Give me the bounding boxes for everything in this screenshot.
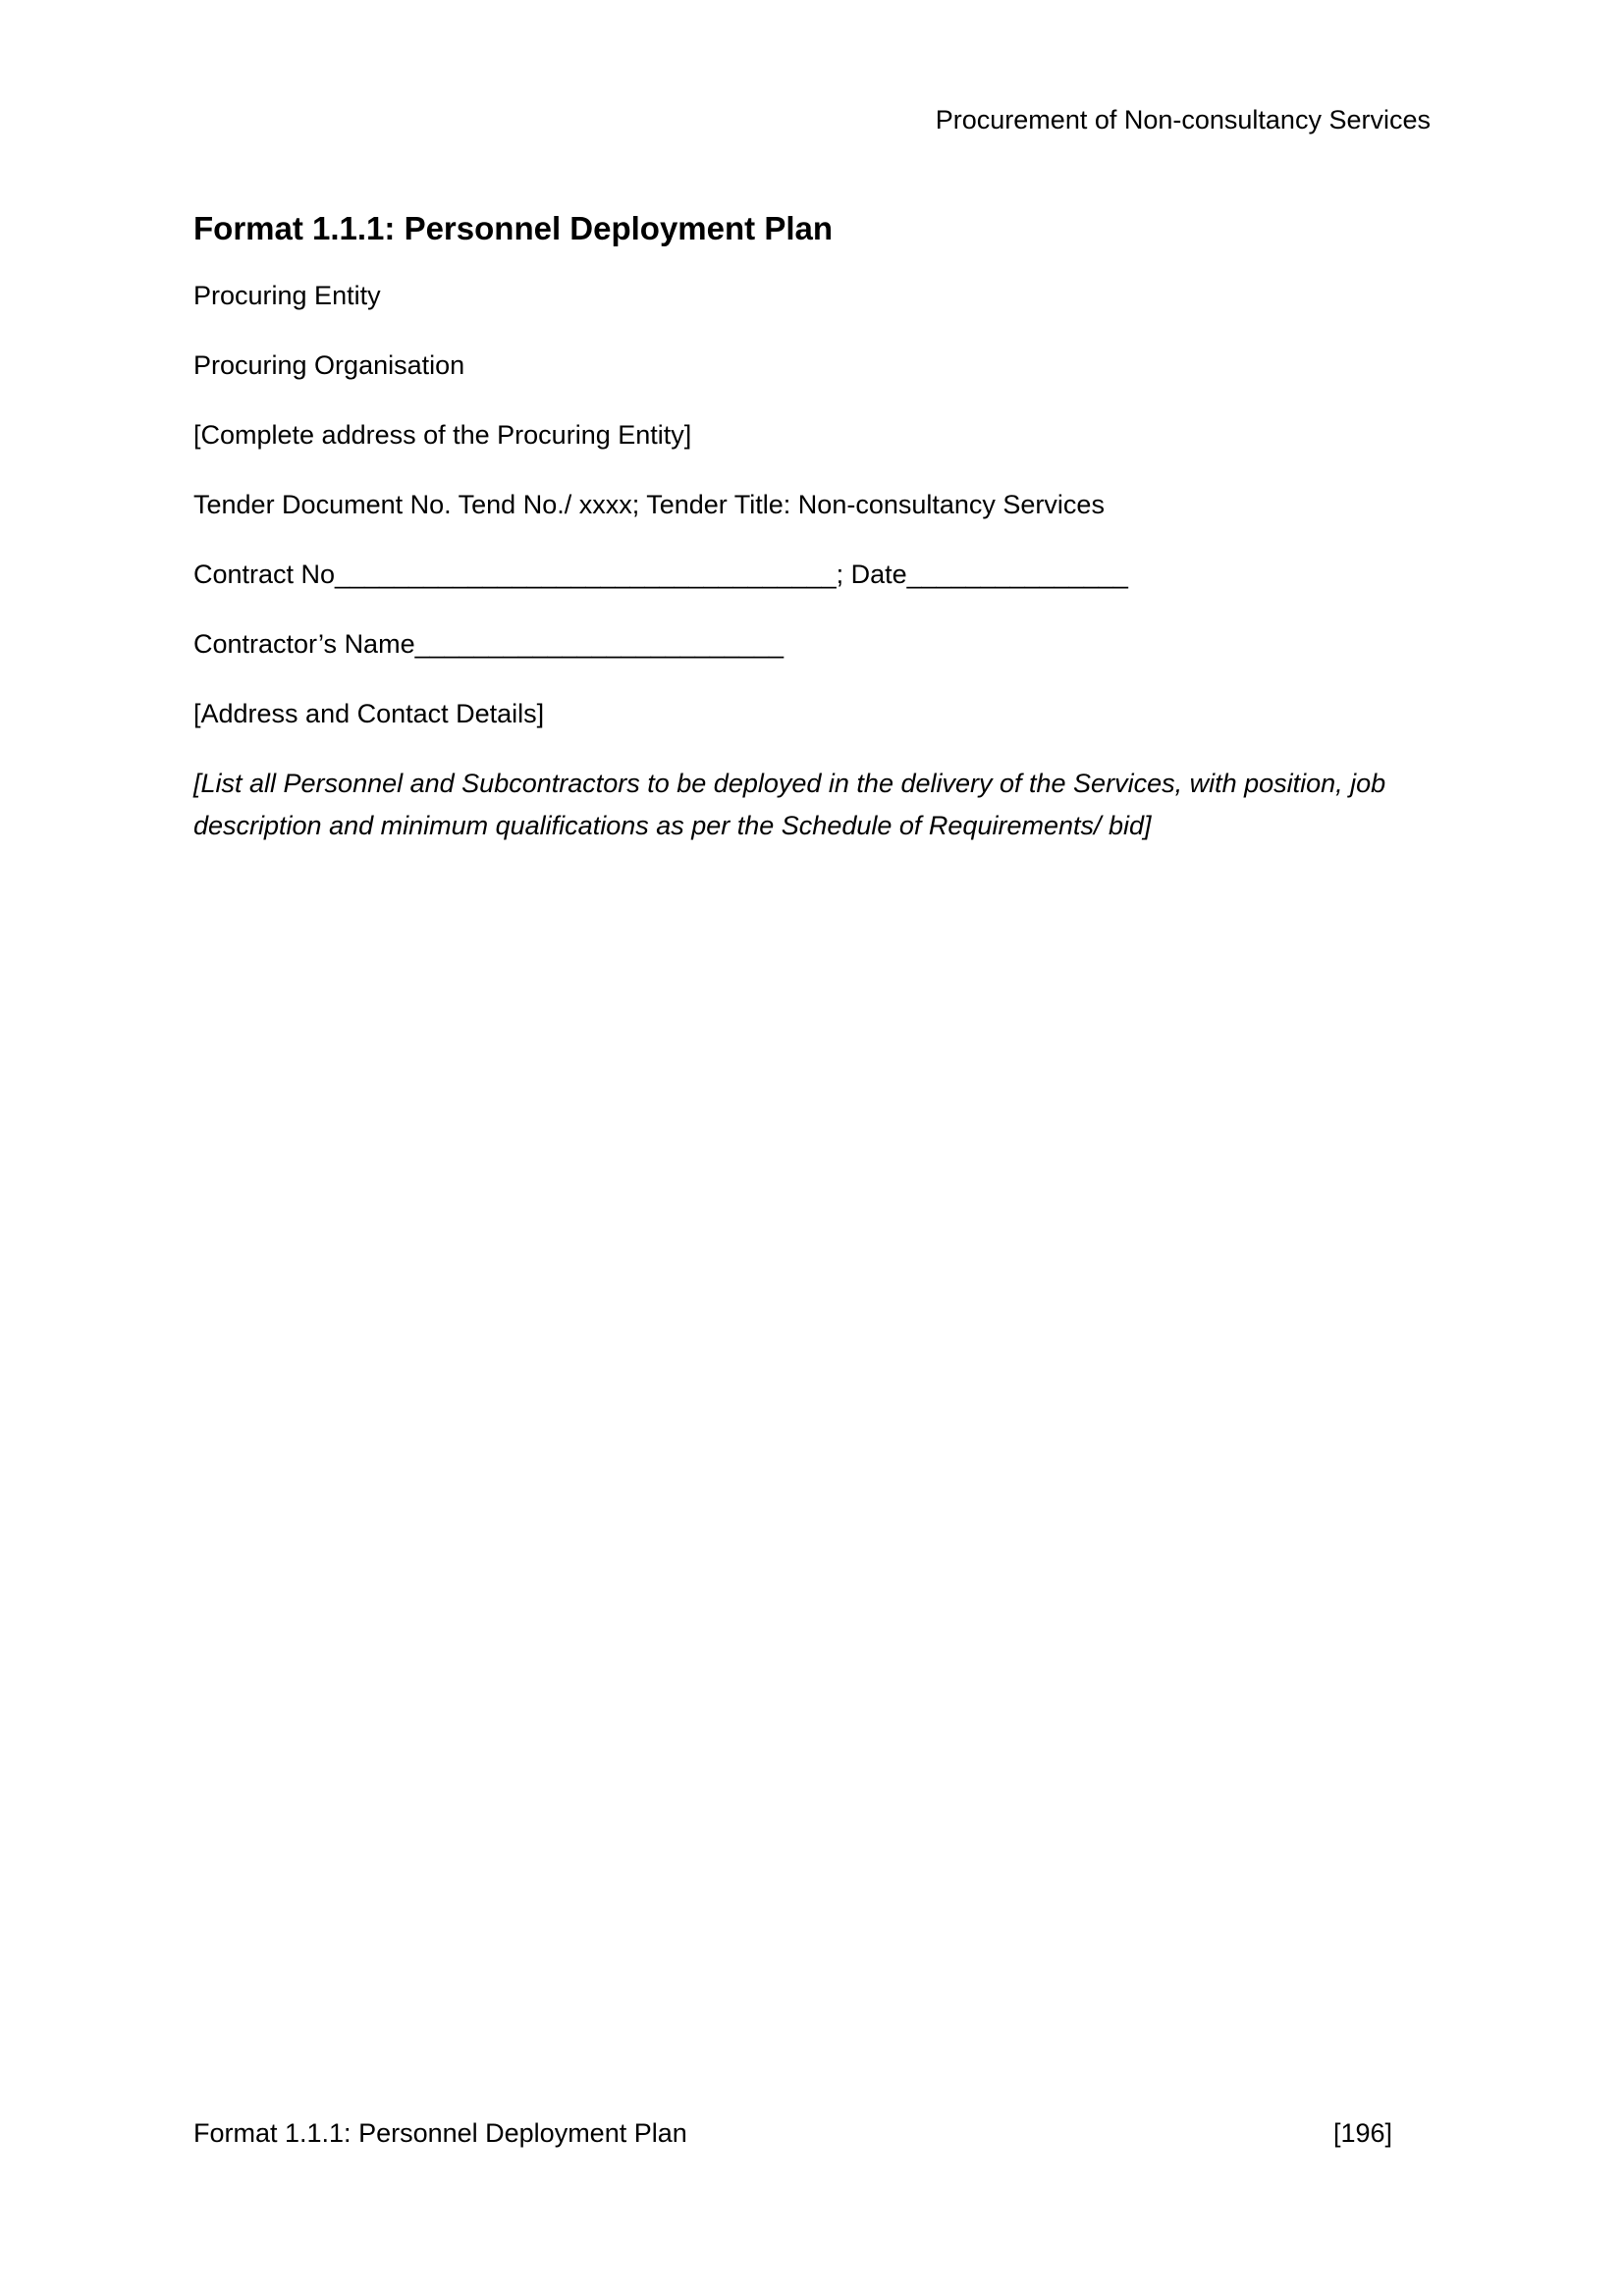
contract-no-date-line: Contract No__________________________________; Date_______________ [193, 560, 1128, 589]
procuring-entity-address-placeholder: [Complete address of the Procuring Entity] [193, 420, 692, 450]
page-header-text: Procurement of Non-consultancy Services [935, 105, 1431, 134]
page-footer [193, 2116, 1431, 2150]
document-body [193, 275, 1431, 875]
footer-page-number: [196] [1332, 2118, 1392, 2148]
procuring-entity-line: Procuring Entity [193, 281, 381, 310]
address-contact-details-placeholder: [Address and Contact Details] [193, 699, 545, 728]
procuring-organisation-line: Procuring Organisation [193, 350, 465, 380]
footer-document-title: Format 1.1.1: Personnel Deployment Plan [193, 2118, 687, 2148]
personnel-list-instruction-note [193, 763, 1431, 847]
page-title: Format 1.1.1: Personnel Deployment Plan [193, 210, 834, 246]
contractor-name-line: Contractor’s Name_________________________ [193, 629, 784, 659]
instruction-note-line-2: description and minimum qualifications as per the Schedule of Requirements/ bid] [193, 811, 1152, 840]
instruction-note-line-1: [List all Personnel and Subcontractors to be deployed in the delivery of the Services, with position, job [193, 769, 1386, 798]
tender-document-line: Tender Document No. Tend No./ xxxx; Tender Title: Non-consultancy Services [193, 490, 1105, 519]
